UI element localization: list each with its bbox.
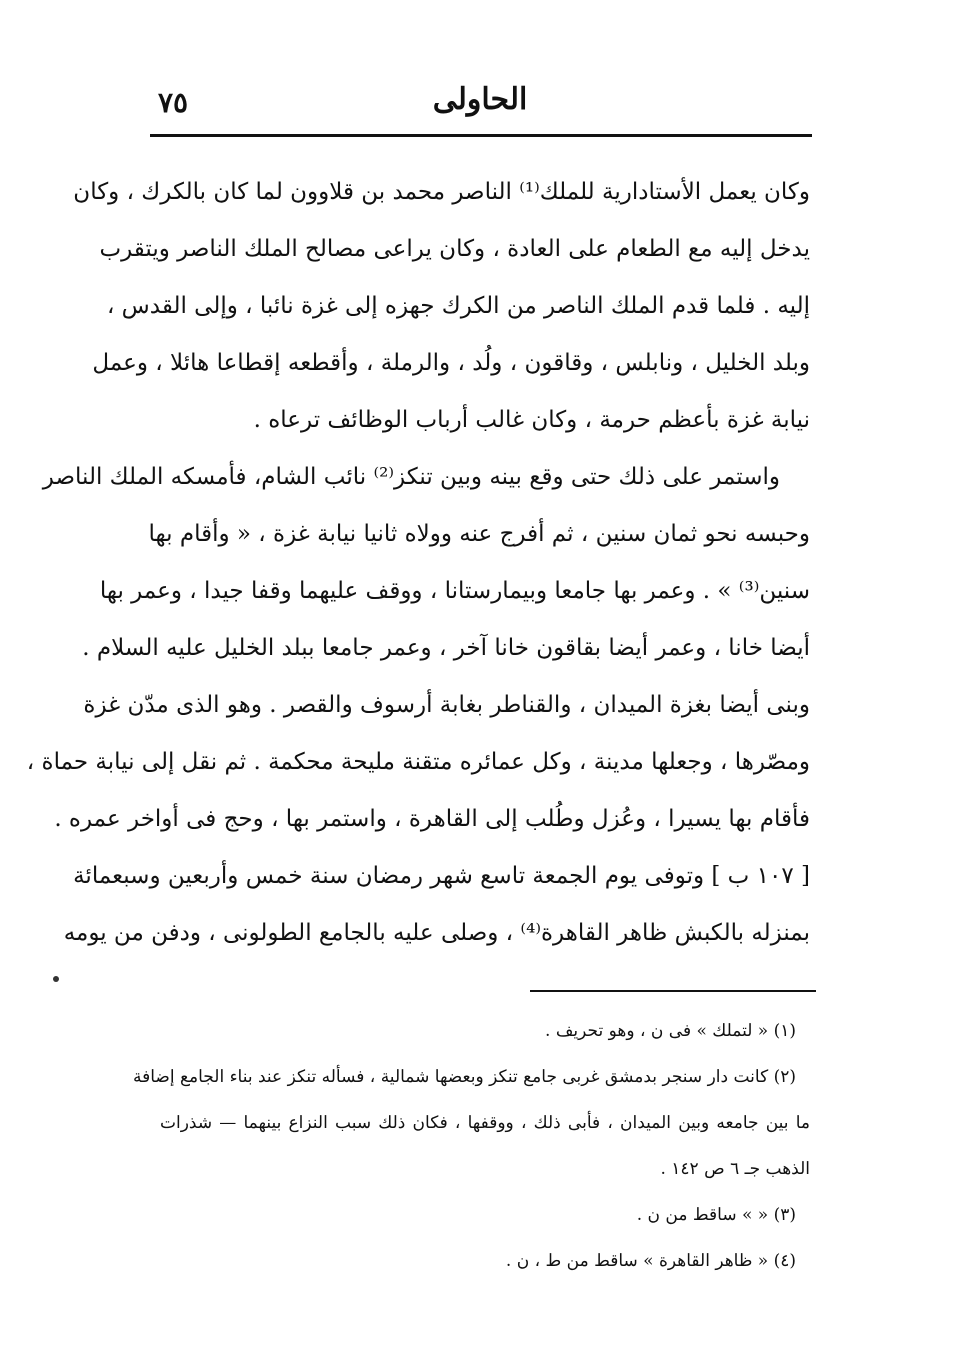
text-line: ومصّرها ، وجعلها مدينة ، وكل عمائره متقنة مليحة محكمة . ثم نقل إلى نيابة حماة ، bbox=[26, 749, 810, 775]
text-line: وكان يعمل الأستادارية للملك⁽¹⁾ الناصر محمد بن قلاوون لما كان بالكرك ، وكان bbox=[73, 179, 810, 205]
text-line: إليه . فلما قدم الملك الناصر من الكرك جهزه إلى غزة نائبا ، وإلى القدس ، bbox=[106, 293, 810, 319]
running-title: الحاولى bbox=[432, 82, 528, 117]
footnote-rule bbox=[530, 990, 816, 992]
text-line: وبلد الخليل ، ونابلس ، وقاقون ، ولُد ، والرملة ، وأقطعه إقطاعا هائلا ، وعمل bbox=[92, 350, 810, 376]
page-header bbox=[150, 82, 810, 126]
footnote-line: (٤) « ظاهر القاهرة » ساقط من ط ، ن . bbox=[505, 1251, 796, 1271]
footnote-line: ما بين جامعه وبين الميدان ، فأبى ذلك ، ووقفها ، فكان ذلك سبب النزاع بينهما — شذرات bbox=[160, 1113, 810, 1133]
text-line: فأقام بها يسيرا ، وعُزل وطُلب إلى القاهرة ، واستمر بها ، وحج فى أواخر عمره . bbox=[54, 806, 810, 832]
footnote-line: (٣) « » ساقط من ن . bbox=[636, 1205, 796, 1225]
text-line: وبنى أيضا بغزة الميدان ، والقناطر بغابة أرسوف والقصر . وهو الذى مدّن غزة bbox=[83, 692, 810, 718]
margin-dot bbox=[53, 976, 59, 982]
text-line: بمنزله بالكبش ظاهر القاهرة⁽⁴⁾ ، وصلى عليه بالجامع الطولونى ، ودفن من يومه bbox=[63, 920, 810, 946]
footnote-line: الذهب جـ ٦ ص ١٤٢ . bbox=[660, 1159, 810, 1179]
text-line: أيضا خانا ، وعمر أيضا بقاقون خانا آخر ، وعمر جامعا ببلد الخليل عليه السلام . bbox=[82, 635, 810, 661]
text-line: وحبسه نحو ثمان سنين ، ثم أفرج عنه وولاه ثانيا نيابة غزة ، « وأقام بها bbox=[148, 521, 810, 547]
text-line: يدخل إليه مع الطعام على العادة ، وكان يراعى مصالح الملك الناصر ويتقرب bbox=[99, 236, 810, 262]
header-rule bbox=[150, 134, 812, 137]
main-text bbox=[26, 164, 810, 962]
text-line: [ ١٠٧ ب ] وتوفى يوم الجمعة تاسع شهر رمضان سنة خمس وأربعين وسبعمائة bbox=[73, 863, 810, 889]
footnote-line: (٢) كانت دار سنجر بدمشق غربى جامع تنكز وبعضها شمالية ، فسأله تنكز عند بناء الجامع إضافة bbox=[132, 1067, 796, 1087]
page-number: ٧٥ bbox=[158, 86, 189, 119]
footnotes bbox=[132, 1008, 810, 1284]
text-line: واستمر على ذلك حتى وقع بينه وبين تنكز⁽²⁾ نائب الشام، فأمسكه الملك الناصر bbox=[42, 464, 780, 490]
footnote-line: (١) « لتملك » فى ن ، وهو تحريف . bbox=[545, 1021, 796, 1041]
text-line: نيابة غزة بأعظم حرمة ، وكان غالب أرباب الوظائف ترعاه . bbox=[253, 407, 810, 433]
text-line: سنين⁽³⁾ » . وعمر بها جامعا وبيمارستانا ، ووقف عليهما وقفا جيدا ، وعمر بها bbox=[99, 578, 810, 604]
